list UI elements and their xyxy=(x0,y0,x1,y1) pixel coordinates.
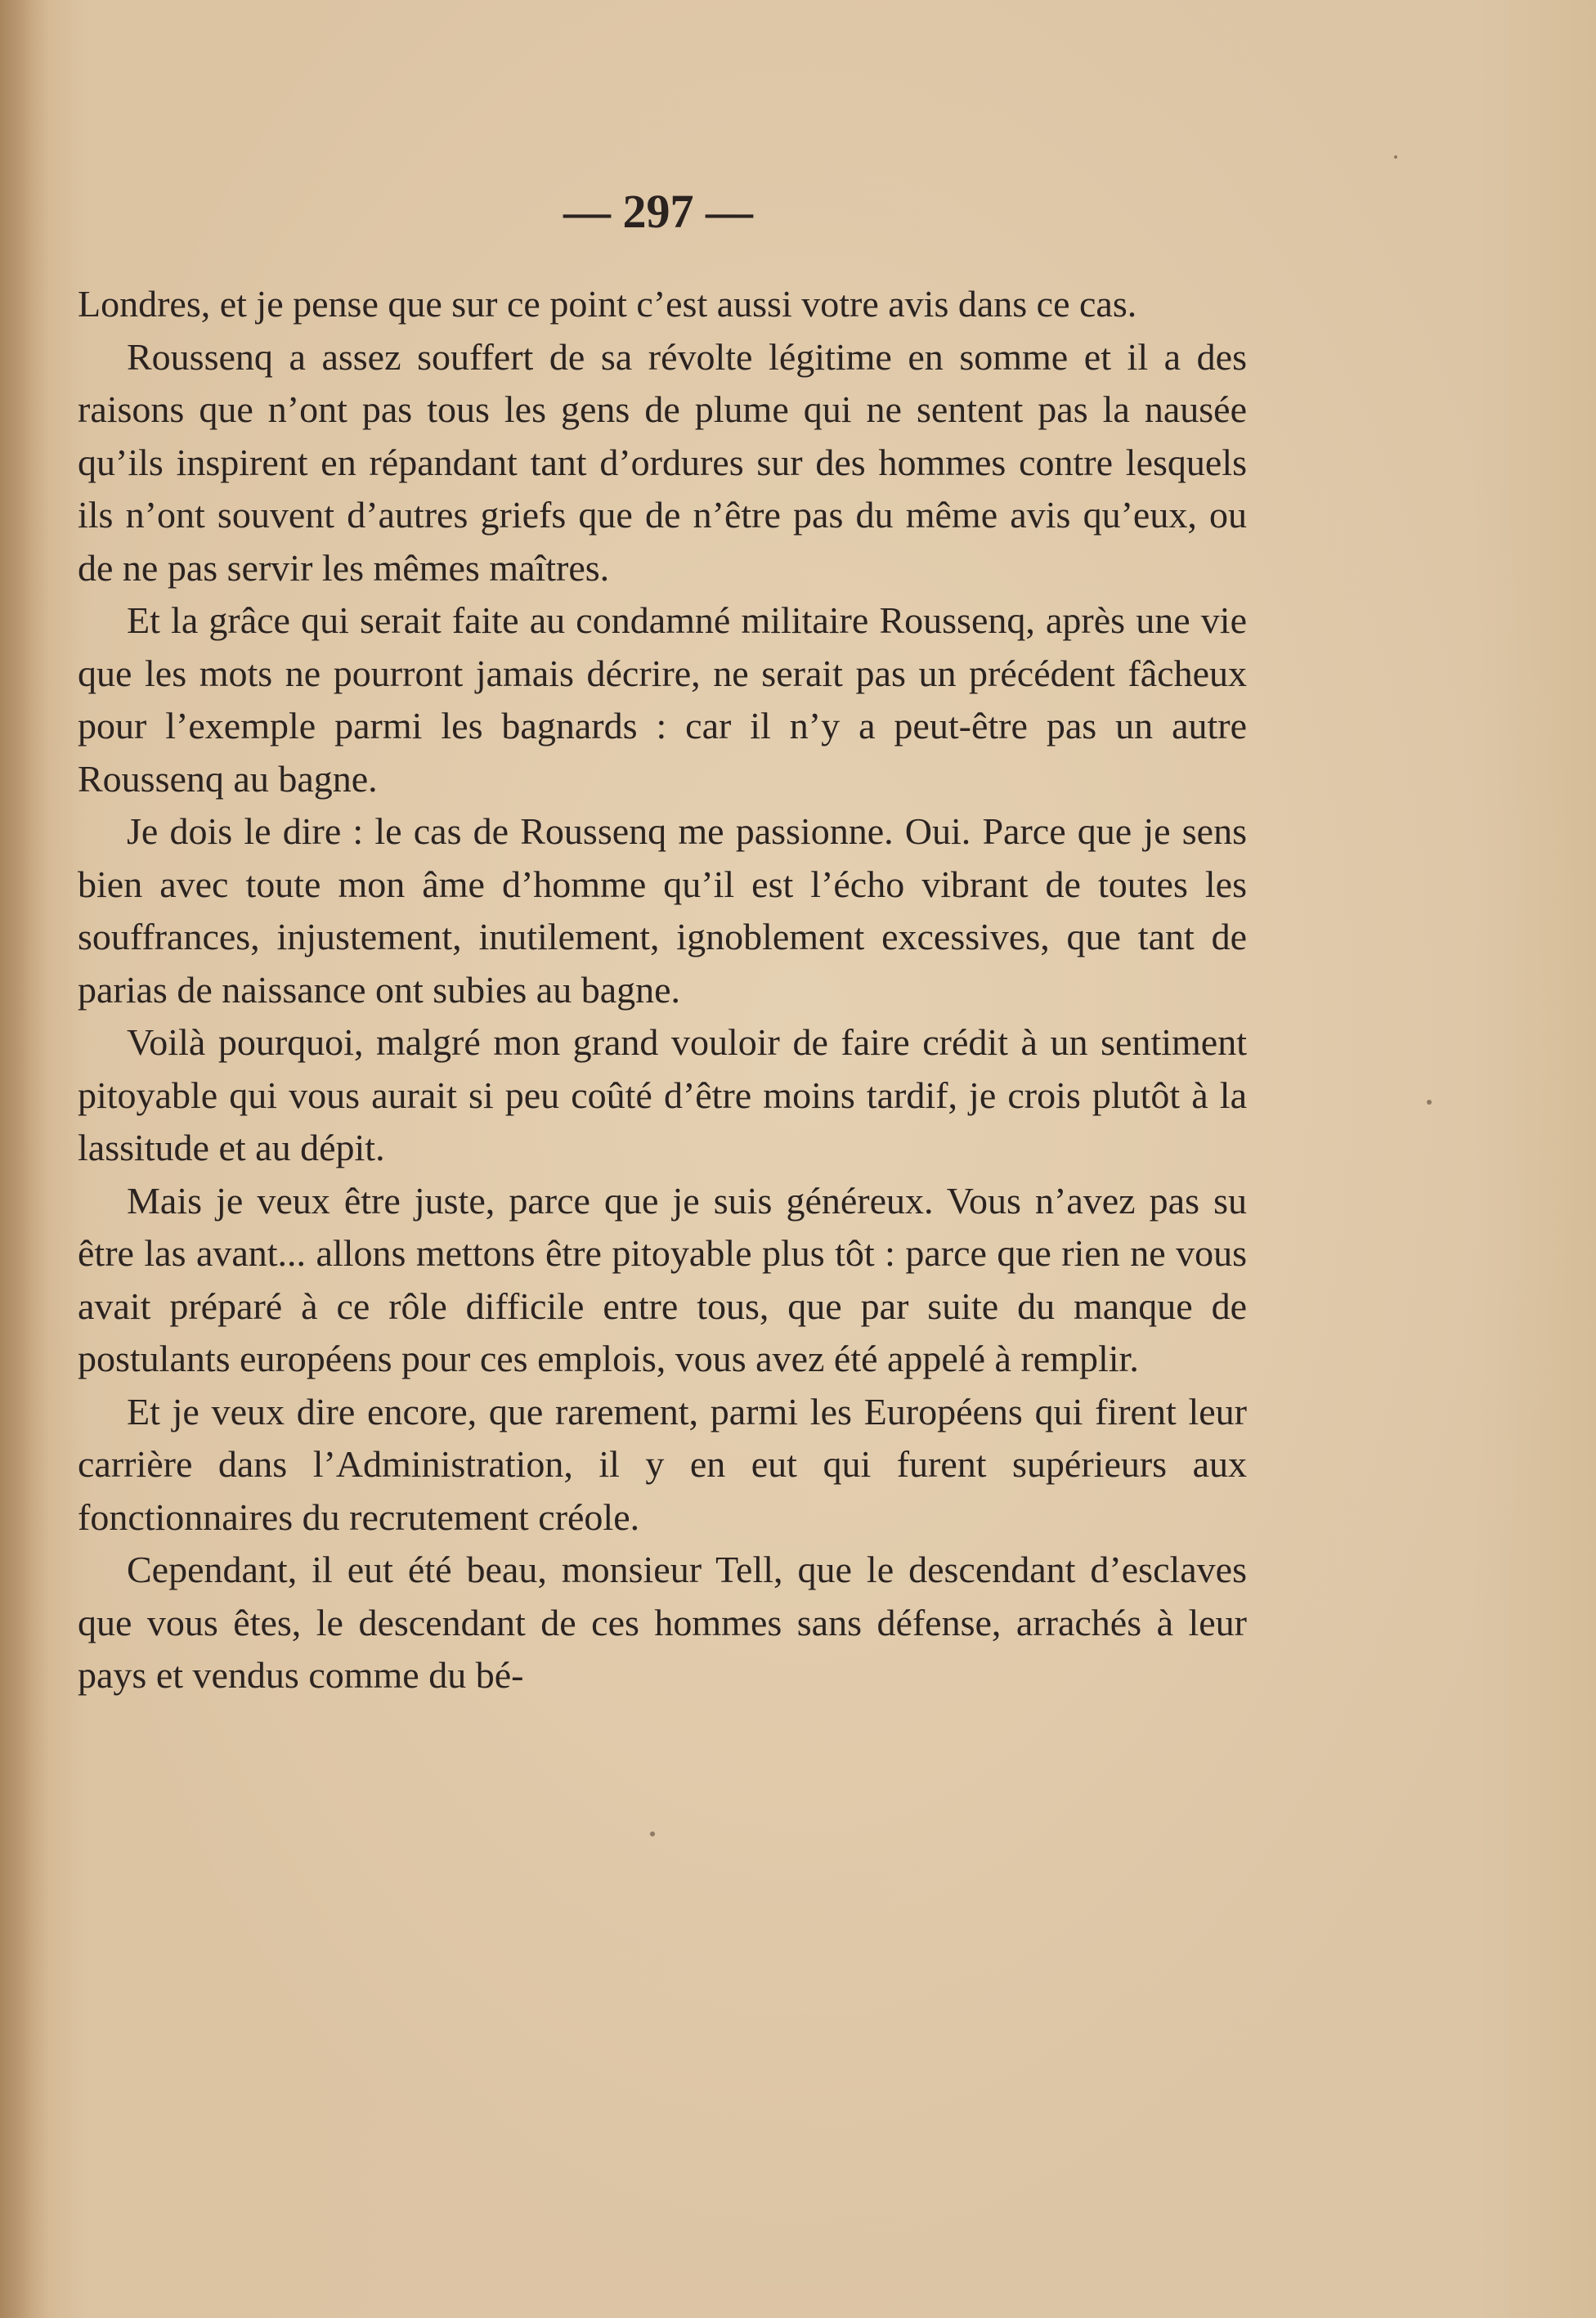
paper-speck xyxy=(1394,155,1397,159)
paragraph: Voilà pourquoi, malgré mon grand vouloir de faire crédit à un sentiment pitoyable qui vous aurait si peu coûté d’être moins tardif, je crois plutôt à la lassitude et au dépit. xyxy=(78,1021,1247,1168)
paragraph: Et la grâce qui serait faite au condamné militaire Roussenq, après une vie que les mots ne pourront jamais décrire, ne serait pas un précédent fâcheux pour l’exemple parmi les bagnards : car il n’y a peut-être pas un autre Roussenq au bagne. xyxy=(78,599,1247,800)
page-number: — 297 — xyxy=(563,185,753,238)
paragraph: Cependant, il eut été beau, monsieur Tell, que le descendant d’esclaves que vous êtes, le descendant de ces hommes sans défense, arrachés à leur pays et vendus comme du bé- xyxy=(78,1549,1247,1696)
paper-speck xyxy=(1427,1100,1432,1105)
paragraph: Roussenq a assez souffert de sa révolte légitime en somme et il a des raisons que n’ont pas tous les gens de plume qui ne sentent pas la nausée qu’ils inspirent en répandant tant d’ordures sur des hommes contre lesquels ils n’ont souvent d’autres griefs que de n’être pas du même avis qu’eux, ou de ne pas servir les mêmes maîtres. xyxy=(78,335,1247,589)
paragraph: Et je veux dire encore, que rarement, parmi les Européens qui firent leur carrière dans l’Administration, il y en eut qui furent supérieurs aux fonctionnaires du recrutement créole. xyxy=(78,1390,1247,1538)
body-text xyxy=(78,278,1247,1702)
paper-speck xyxy=(650,1832,655,1836)
paragraph: Londres, et je pense que sur ce point c’est aussi votre avis dans ce cas. xyxy=(78,283,1137,325)
paragraph: Je dois le dire : le cas de Roussenq me passionne. Oui. Parce que je sens bien avec toute mon âme d’homme qu’il est l’écho vibrant de toutes les souffrances, injustement, inutilement, ignoblement excessives, que tant de parias de naissance ont subies au bagne. xyxy=(78,810,1247,1011)
paragraph: Mais je veux être juste, parce que je suis généreux. Vous n’avez pas su être las avant... allons mettons être pitoyable plus tôt : parce que rien ne vous avait préparé à ce rôle difficile entre tous, que par suite du manque de postulants européens pour ces emplois, vous avez été appelé à remplir. xyxy=(78,1179,1247,1379)
page-edge-stain xyxy=(0,0,49,2318)
